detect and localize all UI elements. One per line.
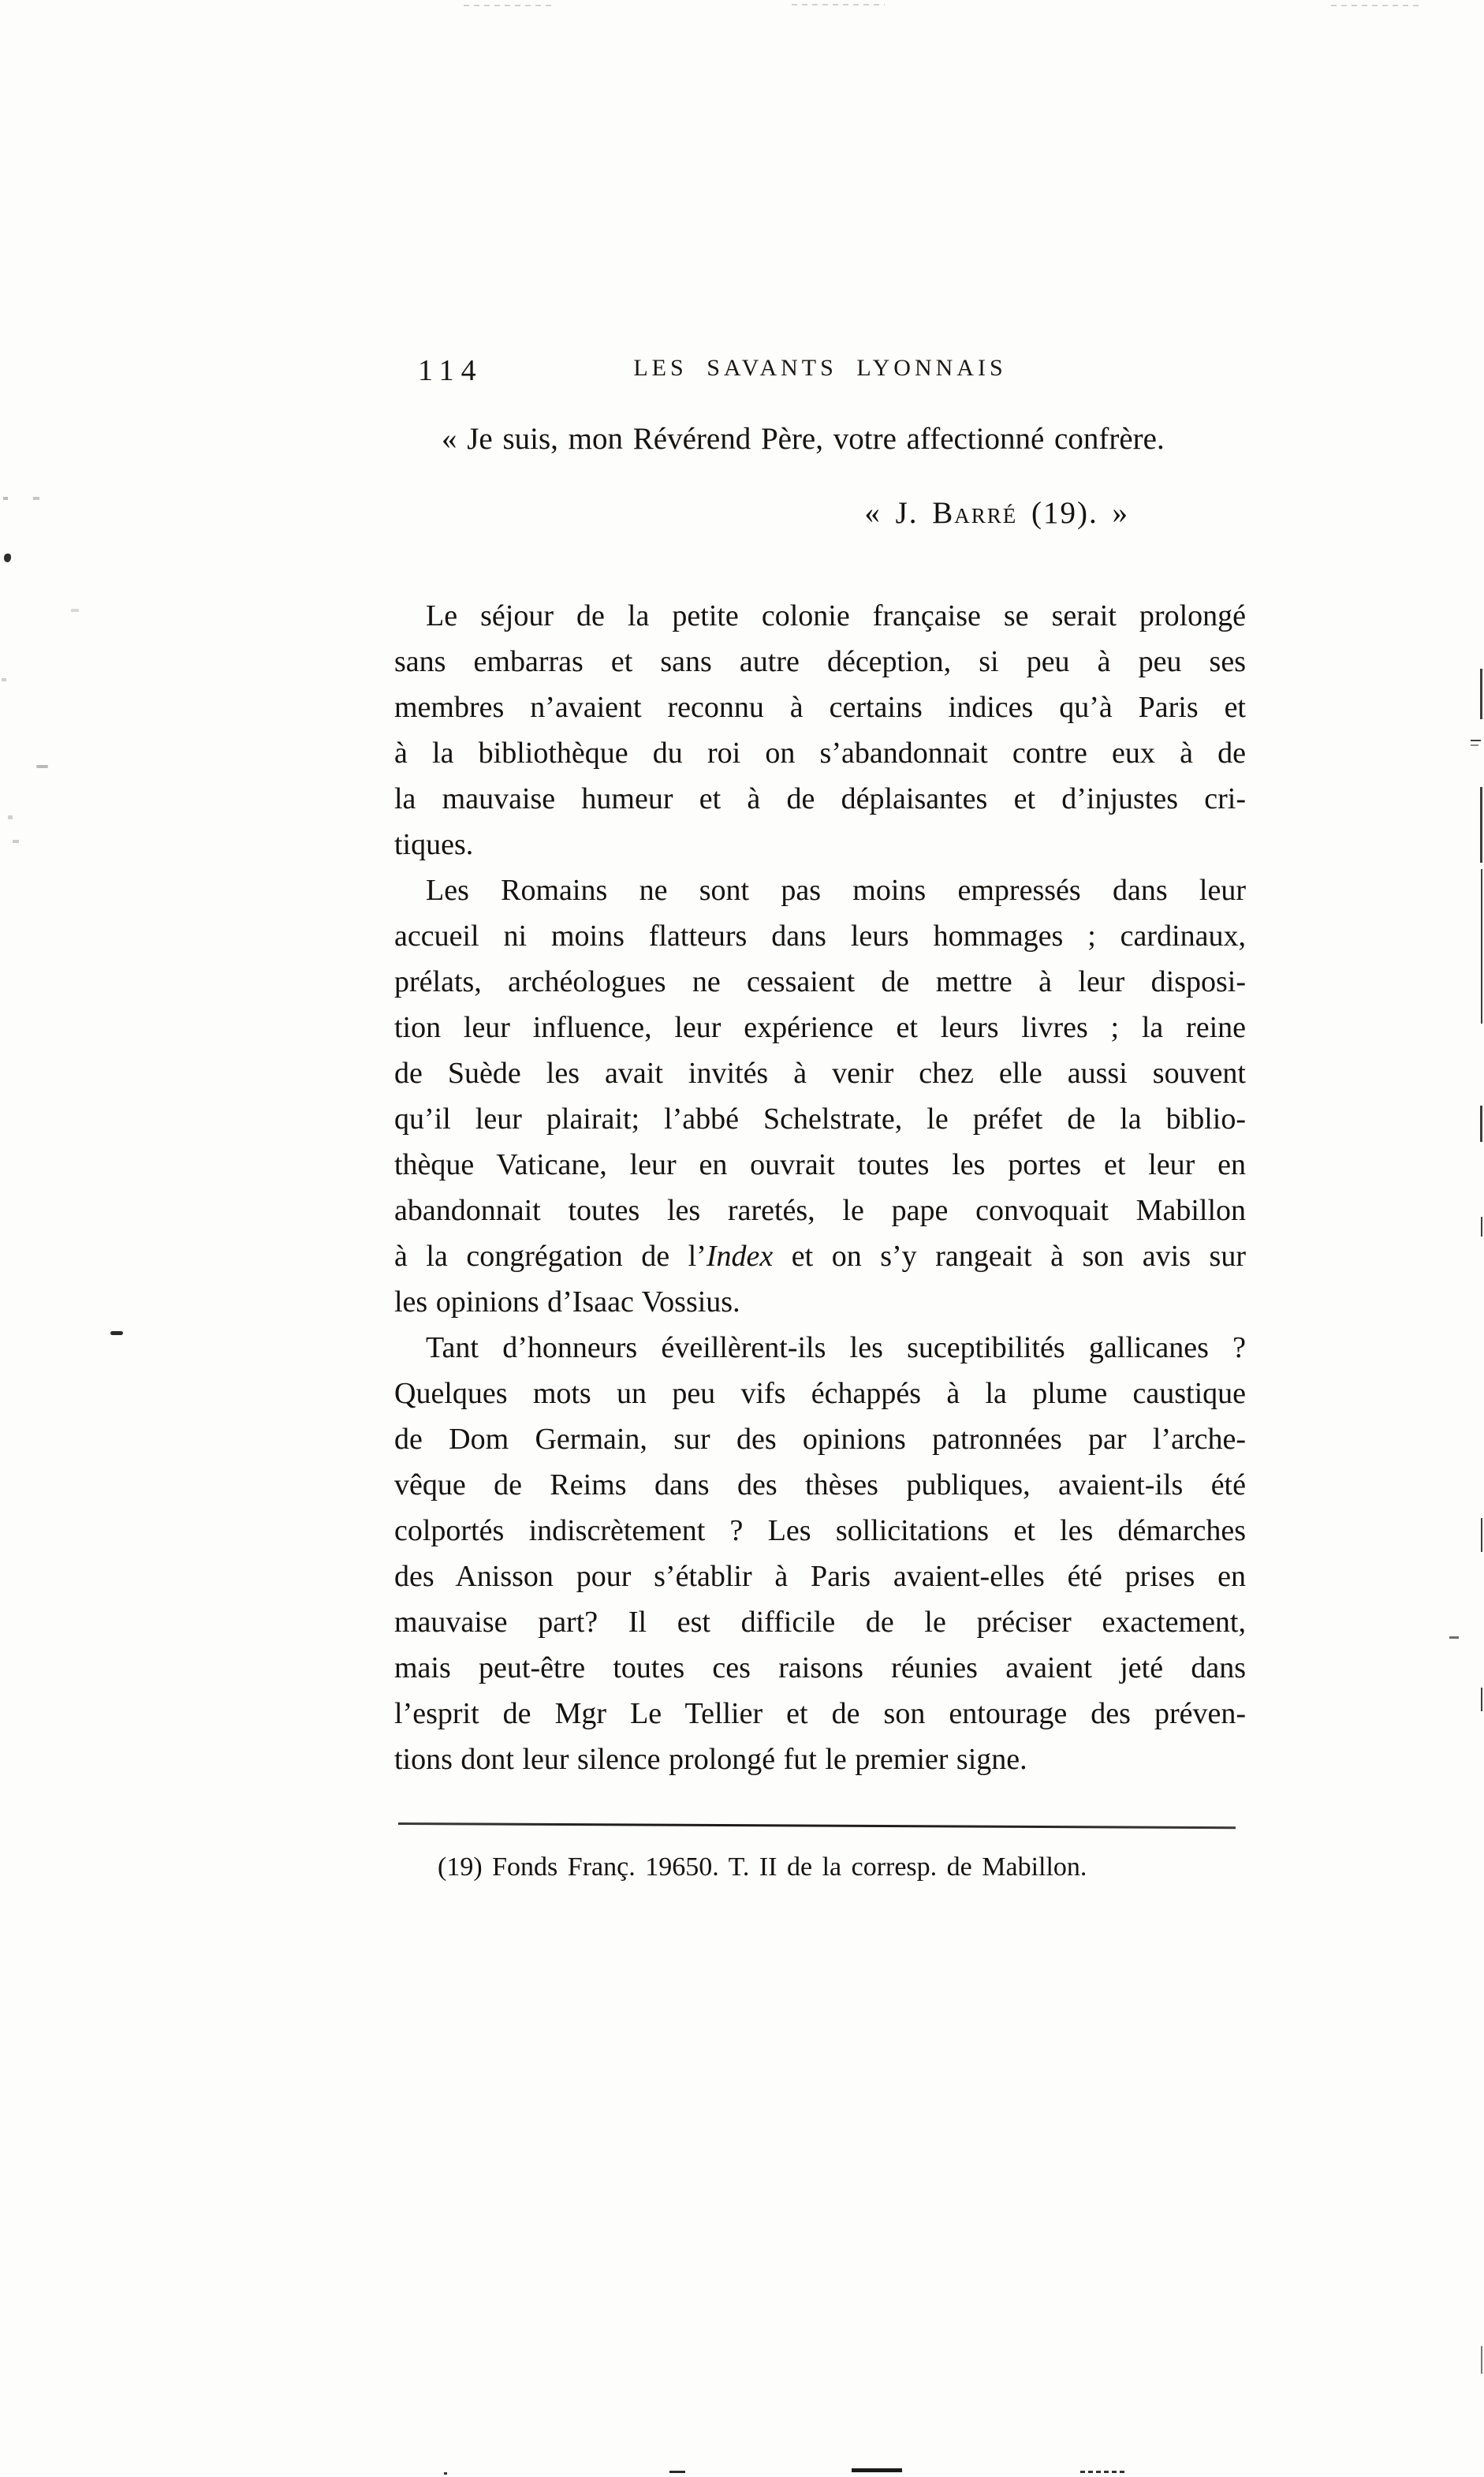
text-line: mais peut-être toutes ces raisons réunies avaient jeté dans xyxy=(394,1651,1246,1684)
text-line: accueil ni moins flatteurs dans leurs hommages ; cardinaux, xyxy=(394,920,1246,953)
text-line: de Suède les avait invités à venir chez elle aussi souvent xyxy=(394,1057,1246,1090)
text-line: colportés indiscrètement ? Les sollicitations et les démarches xyxy=(394,1514,1246,1547)
scan-speck xyxy=(464,5,552,6)
body-text xyxy=(394,593,1246,1782)
text-line: thèque Vaticane, leur en ouvrait toutes les portes et leur en xyxy=(394,1148,1246,1181)
scan-speck xyxy=(4,554,11,562)
text-line: vêque de Reims dans des thèses publiques, avaient-ils été xyxy=(394,1468,1246,1501)
text-line: Les Romains ne sont pas moins empressés dans leur xyxy=(426,874,1246,907)
text-line: à la bibliothèque du roi on s’abandonnait contre eux à de xyxy=(394,737,1246,770)
text-line: mauvaise part? Il est difficile de le préciser exactement, xyxy=(394,1606,1246,1639)
scan-speck xyxy=(444,2472,447,2475)
page-edge-mark xyxy=(1481,1217,1482,1237)
text-line: sans embarras et sans autre déception, si peu à peu ses xyxy=(394,645,1246,678)
footnote: (19) Fonds Franç. 19650. T. II de la corresp. de Mabillon. xyxy=(438,1852,1087,1882)
scan-speck xyxy=(8,815,13,819)
scan-speck xyxy=(71,609,79,612)
footnote-separator xyxy=(398,1822,1236,1829)
text-line: Quelques mots un peu vifs échappés à la plume caustique xyxy=(394,1377,1246,1410)
scan-speck xyxy=(1080,2471,1124,2473)
scan-speck xyxy=(792,4,885,6)
text-line: la mauvaise humeur et à de déplaisantes et d’injustes cri- xyxy=(394,782,1246,815)
text-line: les opinions d’Isaac Vossius. xyxy=(394,1285,740,1319)
page-edge-mark xyxy=(1480,669,1482,719)
text-line: membres n’avaient reconnu à certains indices qu’à Paris et xyxy=(394,691,1246,724)
page-edge-mark xyxy=(1471,740,1481,741)
page-header xyxy=(394,352,1246,391)
letter-closing-line: « Je suis, mon Révérend Père, votre affectionné confrère. xyxy=(442,422,1165,456)
scan-speck xyxy=(3,497,8,500)
text-line: de Dom Germain, sur des opinions patronnées par l’arche- xyxy=(394,1423,1246,1456)
text-line: des Anisson pour s’établir à Paris avaient-elles été prises en xyxy=(394,1560,1246,1593)
text-line: qu’il leur plairait; l’abbé Schelstrate, le préfet de la biblio- xyxy=(394,1102,1246,1136)
scan-speck xyxy=(2,678,6,681)
text-line: tion leur influence, leur expérience et leurs livres ; la reine xyxy=(394,1011,1246,1044)
page-edge-mark xyxy=(1481,1518,1482,1552)
scan-speck xyxy=(33,497,39,500)
page-edge-mark xyxy=(1471,744,1478,746)
text-line: à la congrégation de l’Index et on s’y rangeait à son avis sur xyxy=(394,1240,1246,1273)
page-edge-mark xyxy=(1481,1688,1482,1711)
text-line: tiques. xyxy=(394,828,474,861)
page-edge-mark xyxy=(1449,1636,1459,1639)
scan-speck xyxy=(669,2471,685,2473)
scan-speck xyxy=(1331,5,1422,6)
page-edge-mark xyxy=(1481,2346,1482,2374)
scan-speck xyxy=(13,840,19,843)
page-edge-mark xyxy=(1480,787,1482,863)
text-line: Tant d’honneurs éveillèrent-ils les suceptibilités gallicanes ? xyxy=(426,1331,1246,1364)
letter-signature: « J. Barré (19). » xyxy=(864,496,1129,530)
page-edge-mark xyxy=(1480,1106,1482,1142)
scan-speck xyxy=(36,765,48,768)
scan-speck xyxy=(110,1331,123,1335)
scan-speck xyxy=(852,2468,902,2472)
running-title: LES SAVANTS LYONNAIS xyxy=(633,355,1007,381)
page-number: 114 xyxy=(418,354,483,387)
page-edge-mark xyxy=(1481,869,1482,1024)
text-line: l’esprit de Mgr Le Tellier et de son entourage des préven- xyxy=(394,1697,1246,1730)
text-line: abandonnait toutes les raretés, le pape convoquait Mabillon xyxy=(394,1194,1246,1227)
text-line: Le séjour de la petite colonie française se serait prolongé xyxy=(426,599,1246,632)
text-line: tions dont leur silence prolongé fut le premier signe. xyxy=(394,1743,1027,1776)
text-line: prélats, archéologues ne cessaient de mettre à leur disposi- xyxy=(394,965,1246,998)
